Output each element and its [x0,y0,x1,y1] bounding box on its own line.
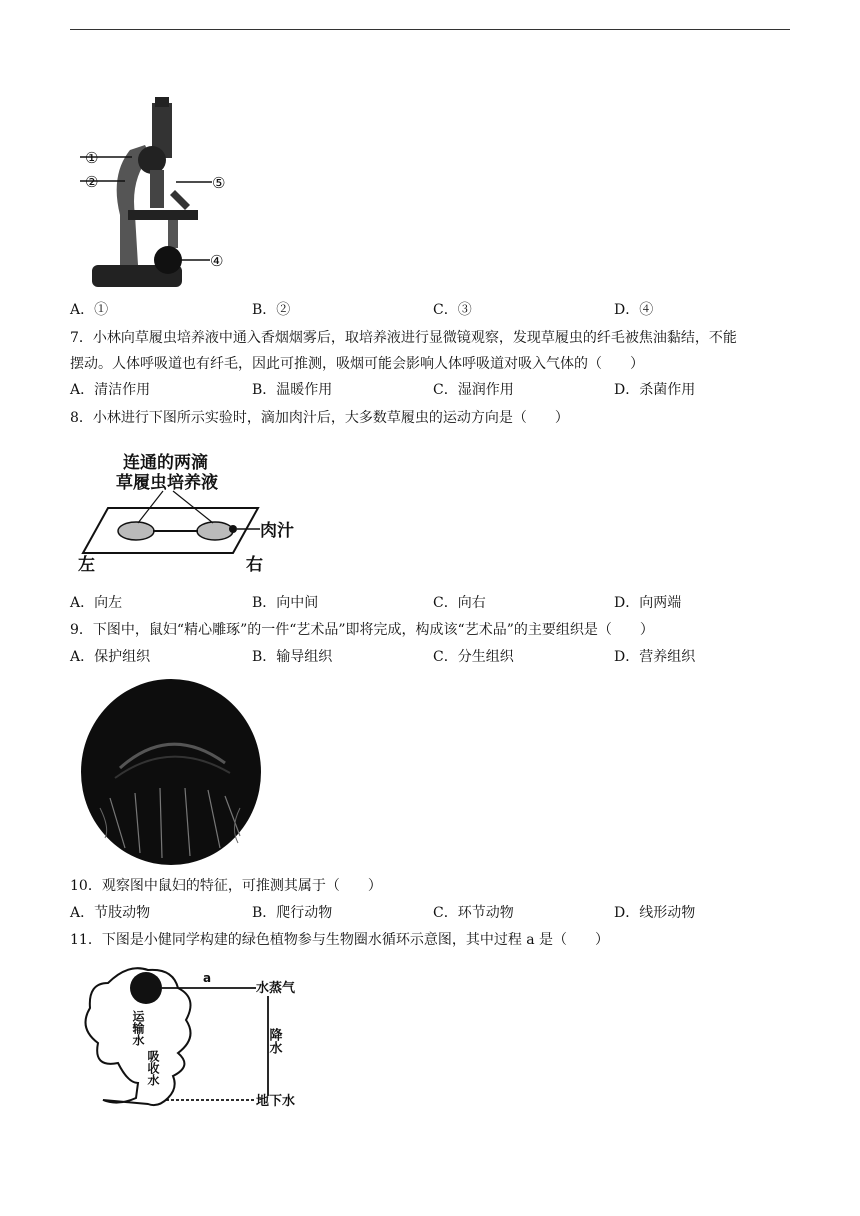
label-right: 右 [246,555,263,575]
figure-title-line1: 连通的两滴 [123,453,208,473]
label-process-a: a [203,971,212,985]
q10-option-c[interactable]: C．环节动物 [433,905,514,921]
label-water-vapor: 水蒸气 [256,981,296,996]
water-cycle-figure [78,958,308,1116]
q8-text: 8．小林进行下图所示实验时，滴加肉汁后，大多数草履虫的运动方向是（ ） [70,410,569,426]
q7-text-line2: 摆动。人体呼吸道也有纤毛，因此可推测，吸烟可能会影响人体呼吸道对吸入气体的（ ） [70,356,644,372]
q6-option-d[interactable]: D．④ [614,302,654,318]
q9-text: 9．下图中，鼠妇“精心雕琢”的一件“艺术品”即将完成，构成该“艺术品”的主要组织是（ ） [70,622,654,638]
q7-option-b[interactable]: B．温暖作用 [252,382,333,398]
callout-1: ① [85,149,99,167]
q8-option-d[interactable]: D．向两端 [614,595,682,611]
q8-option-a[interactable]: A．向左 [70,595,123,611]
q7-text-line1: 7．小林向草履虫培养液中通入香烟烟雾后，取培养液进行显微镜观察，发现草履虫的纤毛被焦油黏结，不能 [70,330,737,346]
woodlouse-photo [80,678,262,866]
q6-option-b[interactable]: B．② [252,302,291,318]
callout-3: ⑤ [212,174,226,192]
q6-option-c[interactable]: C．③ [433,302,472,318]
header-rule [70,29,790,30]
q9-option-d[interactable]: D．营养组织 [614,649,696,665]
label-left: 左 [78,555,95,575]
paramecium-experiment-figure [78,448,318,576]
q11-text: 11．下图是小健同学构建的绿色植物参与生物圈水循环示意图，其中过程 a 是（ ） [70,932,610,948]
figure-title-line2: 草履虫培养液 [116,473,218,493]
label-meat-juice: 肉汁 [260,521,294,541]
q7-option-c[interactable]: C．湿润作用 [433,382,514,398]
label-ground-water: 地下水 [256,1094,296,1109]
q10-text: 10．观察图中鼠妇的特征，可推测其属于（ ） [70,878,382,894]
q6-option-a[interactable]: A．① [70,302,109,318]
callout-2: ② [85,173,99,191]
q7-option-a[interactable]: A．清洁作用 [70,382,151,398]
q10-option-a[interactable]: A．节肢动物 [70,905,151,921]
q7-option-d[interactable]: D．杀菌作用 [614,382,696,398]
q10-option-b[interactable]: B．爬行动物 [252,905,333,921]
q9-option-b[interactable]: B．输导组织 [252,649,333,665]
label-precipitation: 降水 [266,1028,282,1054]
q10-option-d[interactable]: D．线形动物 [614,905,696,921]
microscope-figure [80,95,240,295]
label-transport-water: 运输水 [131,1010,145,1046]
q9-option-a[interactable]: A．保护组织 [70,649,151,665]
callout-4: ④ [210,252,224,270]
q8-option-c[interactable]: C．向右 [433,595,486,611]
q9-option-c[interactable]: C．分生组织 [433,649,514,665]
q8-option-b[interactable]: B．向中间 [252,595,319,611]
label-absorb-water: 吸收水 [146,1050,160,1086]
